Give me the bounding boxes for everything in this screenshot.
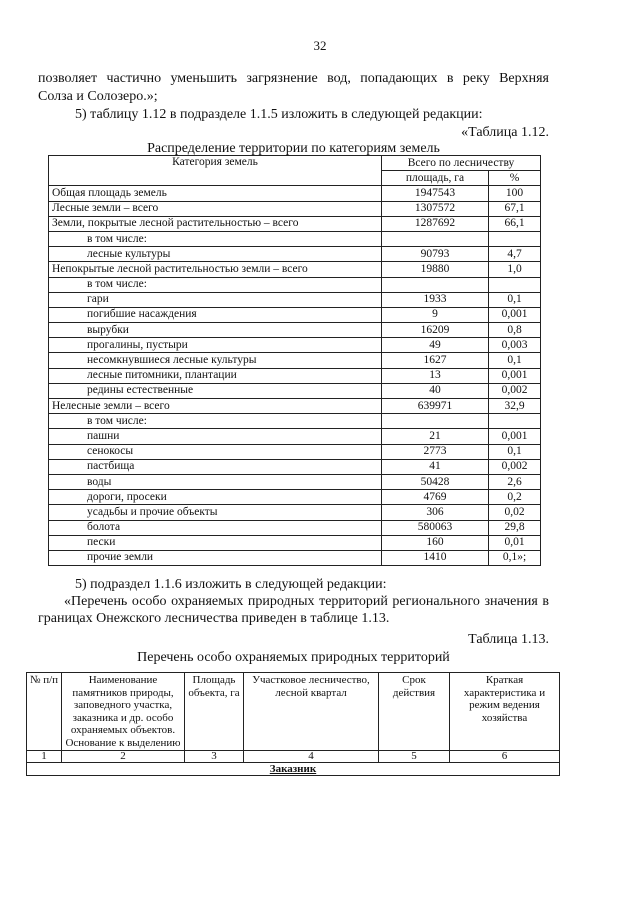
header-col-number: № п/п [27, 673, 62, 751]
category-name: прочие земли [49, 550, 382, 565]
category-name: дороги, просеки [49, 490, 382, 505]
category-percent: 2,6 [489, 474, 541, 489]
category-name: прогалины, пустыри [49, 338, 382, 353]
land-category-row [49, 399, 541, 414]
land-category-row [49, 307, 541, 322]
category-area: 1287692 [382, 216, 489, 231]
category-name: Нелесные земли – всего [49, 399, 382, 414]
category-percent: 0,001 [489, 307, 541, 322]
category-area [382, 277, 489, 292]
category-name: пески [49, 535, 382, 550]
category-percent: 0,003 [489, 338, 541, 353]
header-pct: % [489, 171, 541, 186]
category-area: 580063 [382, 520, 489, 535]
category-percent: 1,0 [489, 262, 541, 277]
header-col-name: Наименование памятников природы, заповедного участка, заказника и др. особо охраняемых объектов. Основание к выделению [62, 673, 185, 751]
land-category-row [49, 323, 541, 338]
category-area: 49 [382, 338, 489, 353]
category-name: вырубки [49, 323, 382, 338]
category-percent: 4,7 [489, 247, 541, 262]
category-name: пастбища [49, 459, 382, 474]
category-percent: 0,001 [489, 429, 541, 444]
land-category-row [49, 474, 541, 489]
page-number: 32 [313, 38, 327, 53]
land-category-row [49, 368, 541, 383]
category-percent: 0,8 [489, 323, 541, 338]
land-category-row [49, 216, 541, 231]
header-area: площадь, га [382, 171, 489, 186]
land-category-row [49, 490, 541, 505]
category-area: 19880 [382, 262, 489, 277]
col-number: 2 [62, 751, 185, 763]
land-category-row [49, 414, 541, 429]
header-col-characteristic: Краткая характеристика и режим ведения хозяйства [450, 673, 560, 751]
category-area: 306 [382, 505, 489, 520]
header-category: Категория земель [49, 156, 382, 186]
category-percent: 0,01 [489, 535, 541, 550]
intro-line-2: Солза и Солозеро.»; [38, 89, 158, 104]
land-category-row [49, 262, 541, 277]
land-category-row [49, 444, 541, 459]
category-name: редины естественные [49, 383, 382, 398]
section-label: Заказник [27, 763, 560, 776]
instruction-subsection-1-1-6: 5) подраздел 1.1.6 изложить в следующей редакции: [75, 577, 387, 592]
category-percent [489, 231, 541, 246]
category-area: 21 [382, 429, 489, 444]
category-name: воды [49, 474, 382, 489]
category-name: несомкнувшиеся лесные культуры [49, 353, 382, 368]
category-percent [489, 277, 541, 292]
land-categories-body [49, 186, 541, 566]
category-name: в том числе: [49, 277, 382, 292]
category-area: 41 [382, 459, 489, 474]
intro-line-1: позволяет частично уменьшить загрязнение вод, попадающих в реку Верхняя [38, 71, 549, 86]
category-name: болота [49, 520, 382, 535]
category-name: Непокрытые лесной растительностью земли – всего [49, 262, 382, 277]
category-name: гари [49, 292, 382, 307]
category-percent: 0,1 [489, 444, 541, 459]
category-percent [489, 414, 541, 429]
category-name: погибшие насаждения [49, 307, 382, 322]
protected-areas-table [26, 672, 560, 776]
col-number: 6 [450, 751, 560, 763]
category-percent: 100 [489, 186, 541, 201]
land-category-row [49, 459, 541, 474]
land-category-row [49, 535, 541, 550]
section-row [27, 763, 560, 776]
category-area: 4769 [382, 490, 489, 505]
category-percent: 0,002 [489, 383, 541, 398]
land-category-row [49, 186, 541, 201]
land-category-row [49, 520, 541, 535]
category-name: усадьбы и прочие объекты [49, 505, 382, 520]
table-1-13-title: Перечень особо охраняемых природных территорий [137, 650, 450, 665]
category-percent: 67,1 [489, 201, 541, 216]
land-category-row [49, 231, 541, 246]
table-1-12-label: «Таблица 1.12. [461, 125, 549, 140]
category-name: лесные культуры [49, 247, 382, 262]
category-area [382, 231, 489, 246]
category-percent: 29,8 [489, 520, 541, 535]
instruction-table-1-12: 5) таблицу 1.12 в подразделе 1.1.5 изложить в следующей редакции: [75, 107, 483, 122]
table-1-12-title: Распределение территории по категориям земель [147, 141, 440, 156]
category-percent: 0,1 [489, 353, 541, 368]
category-percent: 0,001 [489, 368, 541, 383]
category-area: 1307572 [382, 201, 489, 216]
category-name: Земли, покрытые лесной растительностью – всего [49, 216, 382, 231]
category-area [382, 414, 489, 429]
category-name: в том числе: [49, 414, 382, 429]
land-category-row [49, 247, 541, 262]
category-area: 13 [382, 368, 489, 383]
col-number: 5 [379, 751, 450, 763]
category-area: 50428 [382, 474, 489, 489]
category-name: лесные питомники, плантации [49, 368, 382, 383]
category-percent: 0,02 [489, 505, 541, 520]
category-name: Общая площадь земель [49, 186, 382, 201]
category-percent: 32,9 [489, 399, 541, 414]
land-category-row [49, 550, 541, 565]
category-area: 40 [382, 383, 489, 398]
header-total: Всего по лесничеству [382, 156, 541, 171]
col-number: 4 [244, 751, 379, 763]
category-percent: 0,002 [489, 459, 541, 474]
category-name: Лесные земли – всего [49, 201, 382, 216]
category-name: сенокосы [49, 444, 382, 459]
category-area: 639971 [382, 399, 489, 414]
category-area: 1410 [382, 550, 489, 565]
land-category-row [49, 277, 541, 292]
category-area: 1947543 [382, 186, 489, 201]
land-category-row [49, 429, 541, 444]
category-area: 16209 [382, 323, 489, 338]
col-number: 3 [185, 751, 244, 763]
subsection-1-1-6-paragraph: «Перечень особо охраняемых природных территорий регионального значения в границах Онежского лесничества приведен в таблице 1.13. [38, 594, 549, 626]
col-number: 1 [27, 751, 62, 763]
category-name: в том числе: [49, 231, 382, 246]
category-percent: 0,2 [489, 490, 541, 505]
category-area: 90793 [382, 247, 489, 262]
header-col-term: Срок действия [379, 673, 450, 751]
table-1-13-label: Таблица 1.13. [468, 632, 549, 647]
category-area: 2773 [382, 444, 489, 459]
header-col-area: Площадь объекта, га [185, 673, 244, 751]
header-col-forestry: Участковое лесничество, лесной квартал [244, 673, 379, 751]
land-category-row [49, 353, 541, 368]
land-category-row [49, 292, 541, 307]
category-area: 1933 [382, 292, 489, 307]
land-categories-table [48, 155, 541, 566]
category-percent: 0,1 [489, 292, 541, 307]
land-category-row [49, 201, 541, 216]
land-category-row [49, 505, 541, 520]
category-area: 1627 [382, 353, 489, 368]
category-percent: 66,1 [489, 216, 541, 231]
category-name: пашни [49, 429, 382, 444]
column-number-row [27, 751, 560, 763]
category-percent: 0,1»; [489, 550, 541, 565]
land-category-row [49, 338, 541, 353]
land-category-row [49, 383, 541, 398]
category-area: 160 [382, 535, 489, 550]
category-area: 9 [382, 307, 489, 322]
